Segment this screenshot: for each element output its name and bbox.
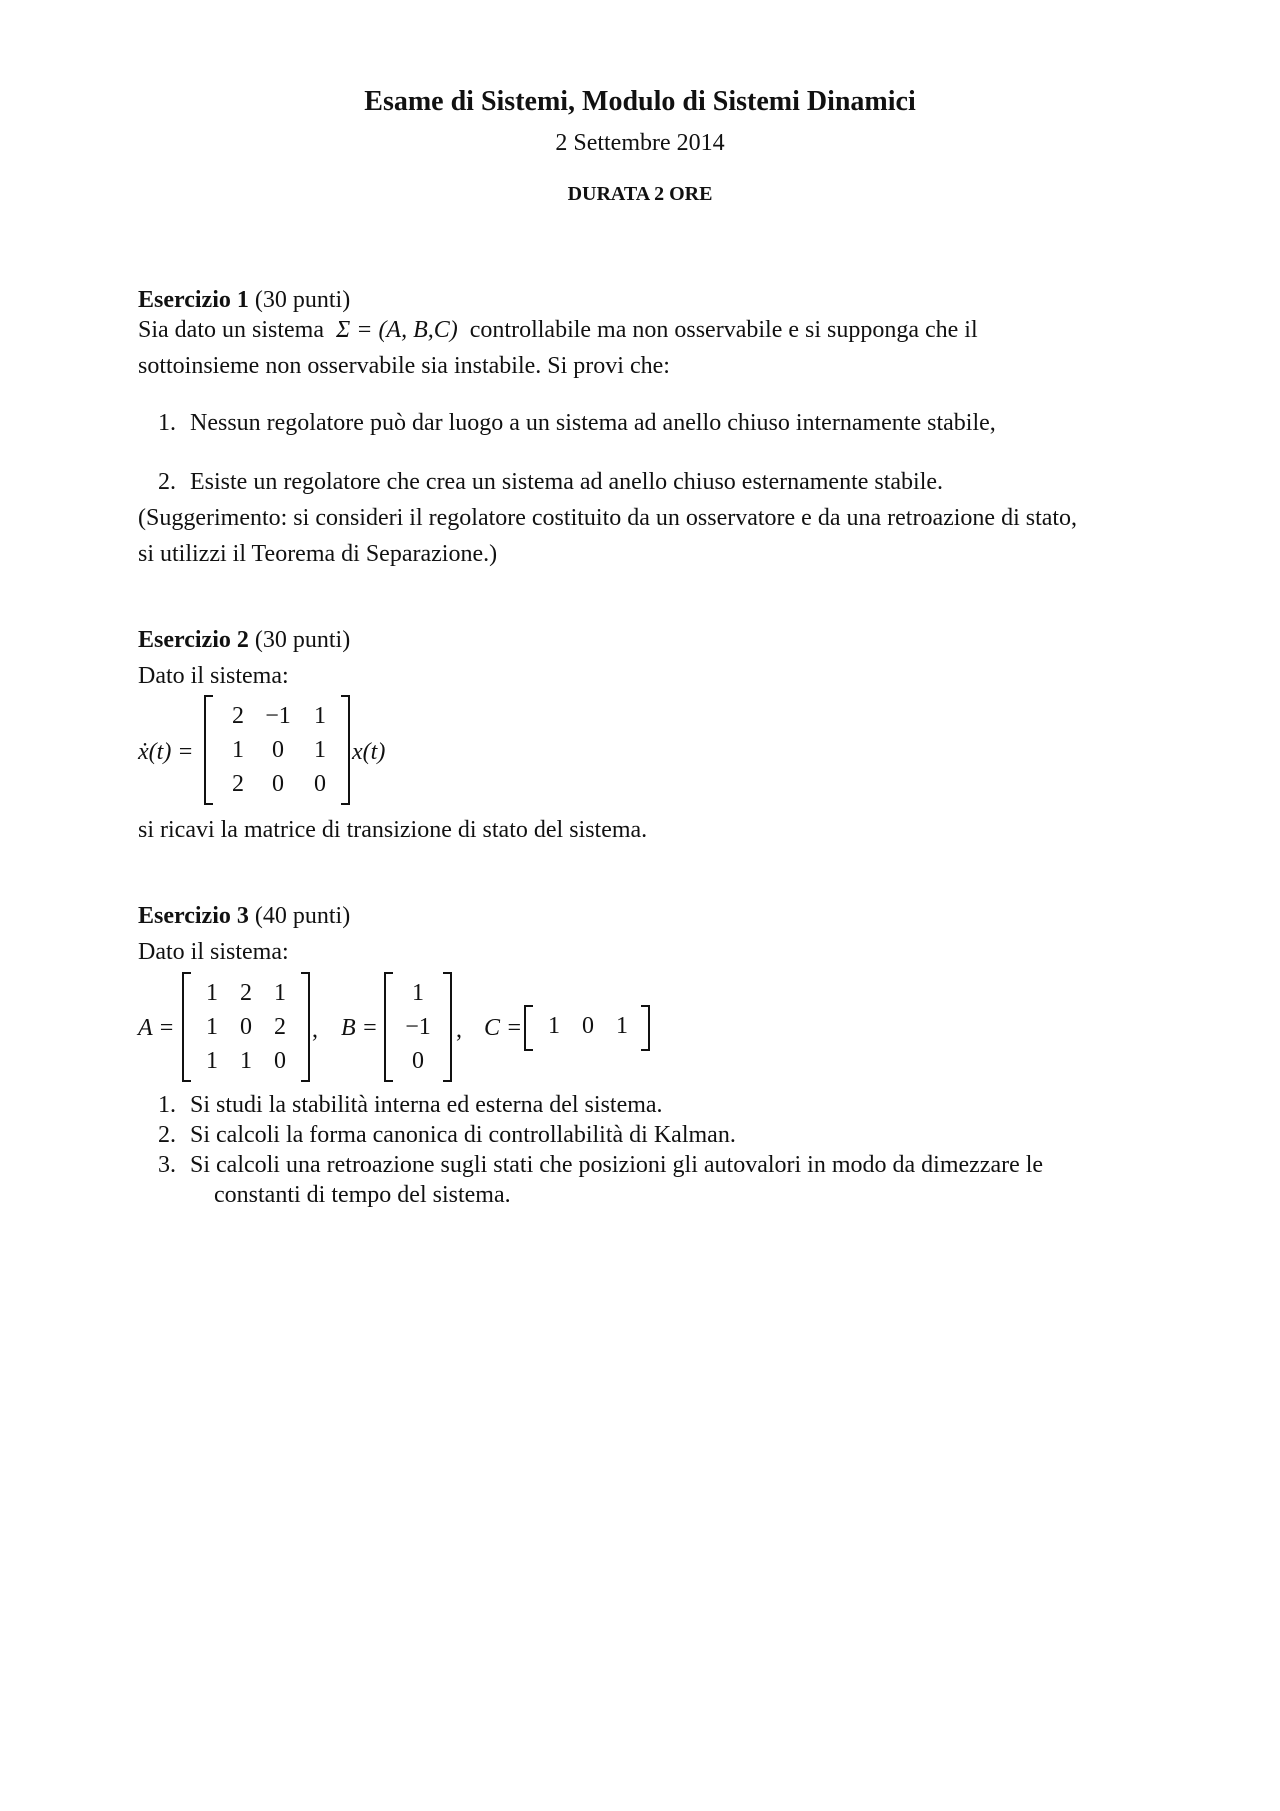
- matrix-cell: 1: [314, 737, 326, 763]
- ex3-item-2: [152, 1120, 736, 1150]
- ex3-item-3: [152, 1150, 1158, 1180]
- ex3-comma-1: ,: [312, 1017, 318, 1043]
- ex3-points: (40 punti): [254, 903, 351, 929]
- matrix-cell: 1: [314, 703, 326, 729]
- list-text: Si studi la stabilità interna ed esterna del sistema.: [190, 1092, 663, 1118]
- ex2-heading: [138, 622, 350, 658]
- ex1-line1: [138, 312, 978, 348]
- ex2-points: (30 punti): [254, 627, 351, 653]
- ex1-line1-a: Sia dato un sistema: [138, 317, 324, 343]
- ex3-matrix-c: [524, 1005, 650, 1051]
- ex2-title: Esercizio 2: [138, 627, 249, 653]
- matrix-cell: −1: [265, 703, 291, 729]
- matrix-cell: 0: [272, 771, 284, 797]
- ex3-comma-2: ,: [456, 1017, 462, 1043]
- list-number: 1.: [158, 410, 176, 436]
- matrix-cell: 2: [232, 771, 244, 797]
- ex1-hint-line1: (Suggerimento: si consideri il regolatore costituito da un osservatore e da una retroazione di stato,: [138, 505, 1078, 531]
- right-bracket: [301, 972, 310, 1082]
- matrix-cell: 0: [272, 737, 284, 763]
- list-number: 2.: [158, 1122, 176, 1148]
- matrix-cell: 0: [274, 1048, 286, 1074]
- matrix-cell: 1: [206, 980, 218, 1006]
- ex2-lhs: ẋ(t) =: [138, 739, 194, 765]
- ex1-hint-line2: si utilizzi il Teorema di Separazione.): [138, 541, 498, 567]
- ex3-matrix-b: [384, 972, 452, 1082]
- ex2-intro: Dato il sistema:: [138, 663, 289, 689]
- ex2-question: si ricavi la matrice di transizione di stato del sistema.: [138, 817, 648, 843]
- ex1-points: (30 punti): [254, 287, 351, 313]
- ex1-title: Esercizio 1: [138, 287, 249, 313]
- matrix-cell: 2: [240, 980, 252, 1006]
- left-bracket: [204, 695, 213, 805]
- ex3-c-label: C =: [484, 1015, 523, 1041]
- ex2-matrix: [204, 695, 350, 805]
- list-number: 1.: [158, 1092, 176, 1118]
- matrix-cell: 0: [412, 1048, 424, 1074]
- ex2-rhs: x(t): [352, 739, 386, 765]
- left-bracket: [384, 972, 393, 1082]
- ex3-item-3-continuation: constanti di tempo del sistema.: [214, 1182, 511, 1208]
- list-text: Si calcoli la forma canonica di controllabilità di Kalman.: [190, 1122, 736, 1148]
- ex1-line1-b: controllabile ma non osservabile e si supponga che il: [469, 317, 978, 343]
- list-text: Nessun regolatore può dar luogo a un sistema ad anello chiuso internamente stabile,: [190, 410, 996, 436]
- list-text: Esiste un regolatore che crea un sistema ad anello chiuso esternamente stabile.: [190, 469, 944, 495]
- ex1-item-1: [152, 405, 996, 441]
- list-number: 2.: [158, 469, 176, 495]
- exam-duration: DURATA 2 ORE: [567, 183, 713, 205]
- matrix-cell: 0: [314, 771, 326, 797]
- ex1-item-2: [152, 464, 943, 500]
- list-text: Si calcoli una retroazione sugli stati che posizioni gli autovalori in modo da dimezzare le: [190, 1152, 1044, 1178]
- ex3-matrix-a: [182, 972, 310, 1082]
- matrix-cell: 1: [232, 737, 244, 763]
- right-bracket: [443, 972, 452, 1082]
- ex3-title: Esercizio 3: [138, 903, 249, 929]
- matrix-cell: 2: [274, 1014, 286, 1040]
- ex1-sigma: Σ = (A, B,C): [335, 317, 458, 343]
- exam-date: 2 Settembre 2014: [555, 130, 725, 156]
- matrix-cell: 0: [582, 1013, 594, 1039]
- matrix-cell: −1: [405, 1014, 431, 1040]
- matrix-cell: 1: [616, 1013, 628, 1039]
- matrix-cell: 1: [412, 980, 424, 1006]
- matrix-cell: 1: [548, 1013, 560, 1039]
- matrix-cell: 1: [274, 980, 286, 1006]
- ex3-intro: Dato il sistema:: [138, 939, 289, 965]
- ex3-b-label: B =: [341, 1015, 378, 1041]
- ex3-heading: [138, 898, 350, 934]
- ex1-line2: sottoinsieme non osservabile sia instabile. Si provi che:: [138, 353, 670, 379]
- list-number: 3.: [158, 1152, 176, 1178]
- right-bracket: [341, 695, 350, 805]
- page-title: Esame di Sistemi, Modulo di Sistemi Dinamici: [364, 86, 916, 117]
- matrix-cell: 1: [240, 1048, 252, 1074]
- ex3-a-label: A =: [138, 1015, 175, 1041]
- matrix-cell: 1: [206, 1014, 218, 1040]
- matrix-cell: 2: [232, 703, 244, 729]
- matrix-cell: 0: [240, 1014, 252, 1040]
- matrix-cell: 1: [206, 1048, 218, 1074]
- ex3-item-1: [152, 1090, 663, 1120]
